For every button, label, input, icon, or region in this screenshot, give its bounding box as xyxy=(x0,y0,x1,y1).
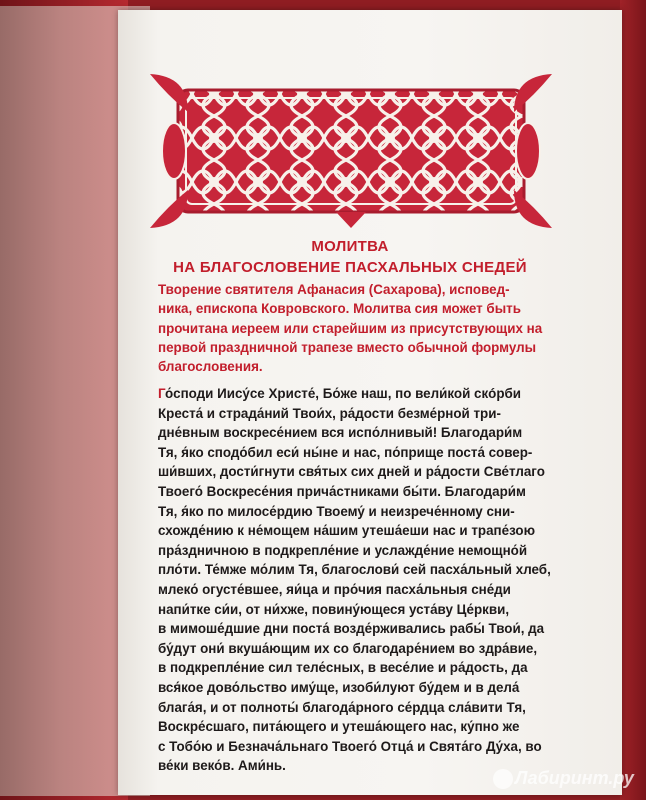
prayer-title xyxy=(150,236,550,278)
prayer-line: схожде́нию к не́мощем на́шим утеша́еши нас и трапе́зою xyxy=(158,523,536,539)
prayer-line xyxy=(158,384,554,404)
prayer-line: в мимоше́дшие дни поста́ возде́рживались рабы́ Твои́, да xyxy=(158,621,545,637)
intro-paragraph xyxy=(158,280,554,376)
prayer-line: ши́вших, дости́гнути свя́тых сих дней и ра́дости Све́тлаго xyxy=(158,464,545,480)
watermark-text: Лабиринт.ру xyxy=(515,768,634,788)
intro-line: первой праздничной трапезе вместо обычной формулы xyxy=(158,339,537,355)
prayer-line: бу́дут они́ вкуша́ющим их со благодаре́нием во здра́вие, xyxy=(158,640,538,656)
prayer-line: Креста́ и страда́ний Твои́х, ра́дости безме́рной три- xyxy=(158,405,501,421)
labirint-logo-icon xyxy=(493,769,513,789)
labirint-watermark xyxy=(493,768,643,794)
prayer-line: Тя, я́ко сподо́бил еси́ ны́не и нас, по́прище поста́ совер- xyxy=(158,444,533,460)
prayer-line: Воскре́сшаго, пита́ющего и утеша́ющего нас, ку́пно же xyxy=(158,719,520,735)
prayer-line: Твоего́ Воскресе́ния прича́стниками бы́ти. Благодари́м xyxy=(158,483,526,499)
title-line-1: МОЛИТВА xyxy=(311,238,389,255)
intro-line: ника, епископа Ковровского. Молитва сия может быть xyxy=(158,301,521,317)
prayer-line: Тя, я́ко по милосе́рдию Твоему́ и неизрече́нному сни- xyxy=(158,503,515,519)
prayer-line: с Тобо́ю и Безнача́льнаго Твоего́ Отца́ и Свята́го Ду́ха, во xyxy=(158,738,542,754)
prayer-line: блага́я, и от полноты́ благода́рного се́рдца сла́вити Тя, xyxy=(158,699,526,715)
intro-line: Творение святителя Афанасия (Сахарова), исповед- xyxy=(158,282,510,297)
prayer-line: вся́кое дово́льство иму́ще, изоби́луют бу́дем и в дела́ xyxy=(158,679,520,695)
intro-line: прочитана иереем или старейшим из присутствующих на xyxy=(158,320,543,336)
prayer-line: ве́ки веко́в. Ами́нь. xyxy=(158,758,286,774)
prayer-line: в подкрепле́ние сил теле́сных, в весе́лие и ра́дость, да xyxy=(158,660,528,676)
title-line-2: НА БЛАГОСЛОВЕНИЕ ПАСХАЛЬНЫХ СНЕДЕЙ xyxy=(173,259,527,276)
prayer-line: пло́ти. Те́мже мо́лим Тя, благослови́ сей пасха́льный хлеб, xyxy=(158,562,551,578)
prayer-line: пра́здничною в подкрепле́ние и услажде́ние немощно́й xyxy=(158,542,528,558)
intro-line: благословения. xyxy=(158,359,263,375)
prayer-line: напи́тке си́и, от ни́хже, повину́ющеся уста́ву Це́ркви, xyxy=(158,601,510,617)
prayer-line: млеко́ огусте́вшее, яи́ца и про́чия пасха́льныя сне́ди xyxy=(158,581,511,597)
drop-cap: Г xyxy=(158,386,165,401)
prayer-text xyxy=(158,384,554,776)
prayer-line-text: о́споди Иису́се Христе́, Бо́же наш, по вели́кой скóрби xyxy=(164,386,522,401)
prayer-line: дне́вным воскресе́нием вся испо́лнивый! Благодари́м xyxy=(158,425,523,441)
celtic-knot-headpiece xyxy=(148,72,554,230)
cover-binding-right xyxy=(620,0,646,800)
